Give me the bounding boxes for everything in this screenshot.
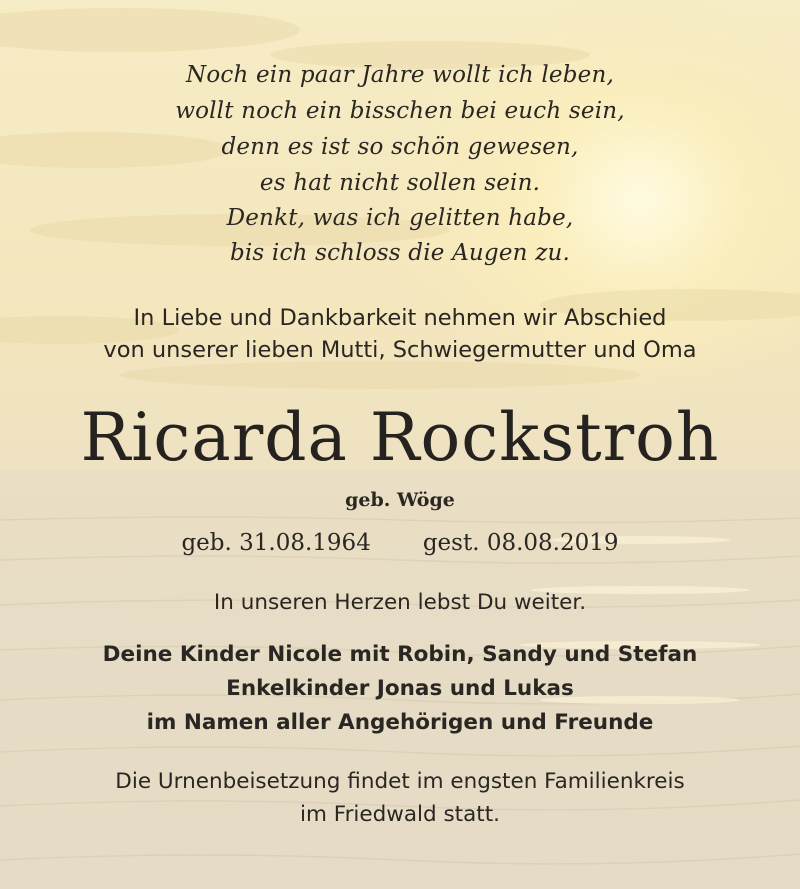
intro-line: von unserer lieben Mutti, Schwiegermutter und Oma	[103, 337, 697, 363]
poem-line: wollt noch ein bisschen bei euch sein,	[175, 98, 625, 124]
poem-line: es hat nicht sollen sein.	[259, 170, 541, 196]
life-dates	[0, 528, 800, 558]
mourner-line: im Namen aller Angehörigen und Freunde	[146, 710, 654, 735]
birth-date: geb. 31.08.1964	[181, 530, 371, 556]
poem-line: Noch ein paar Jahre wollt ich leben,	[186, 62, 614, 88]
poem-line: bis ich schloss die Augen zu.	[229, 240, 571, 266]
motto: In unseren Herzen lebst Du weiter.	[213, 590, 587, 615]
poem-line: Denkt, was ich gelitten habe,	[226, 205, 574, 231]
poem-line: denn es ist so schön gewesen,	[221, 134, 579, 160]
mourner-line: Deine Kinder Nicole mit Robin, Sandy und Stefan	[102, 642, 698, 667]
maiden-name: geb. Wöge	[345, 489, 455, 511]
mourner-line: Enkelkinder Jonas und Lukas	[226, 676, 574, 701]
intro-line: In Liebe und Dankbarkeit nehmen wir Abschied	[133, 305, 667, 331]
deceased-name: Ricarda Rockstroh	[80, 399, 720, 476]
death-date: gest. 08.08.2019	[422, 530, 619, 556]
burial-notice-line: Die Urnenbeisetzung findet im engsten Familienkreis	[115, 769, 685, 794]
burial-notice-line: im Friedwald statt.	[300, 802, 500, 827]
